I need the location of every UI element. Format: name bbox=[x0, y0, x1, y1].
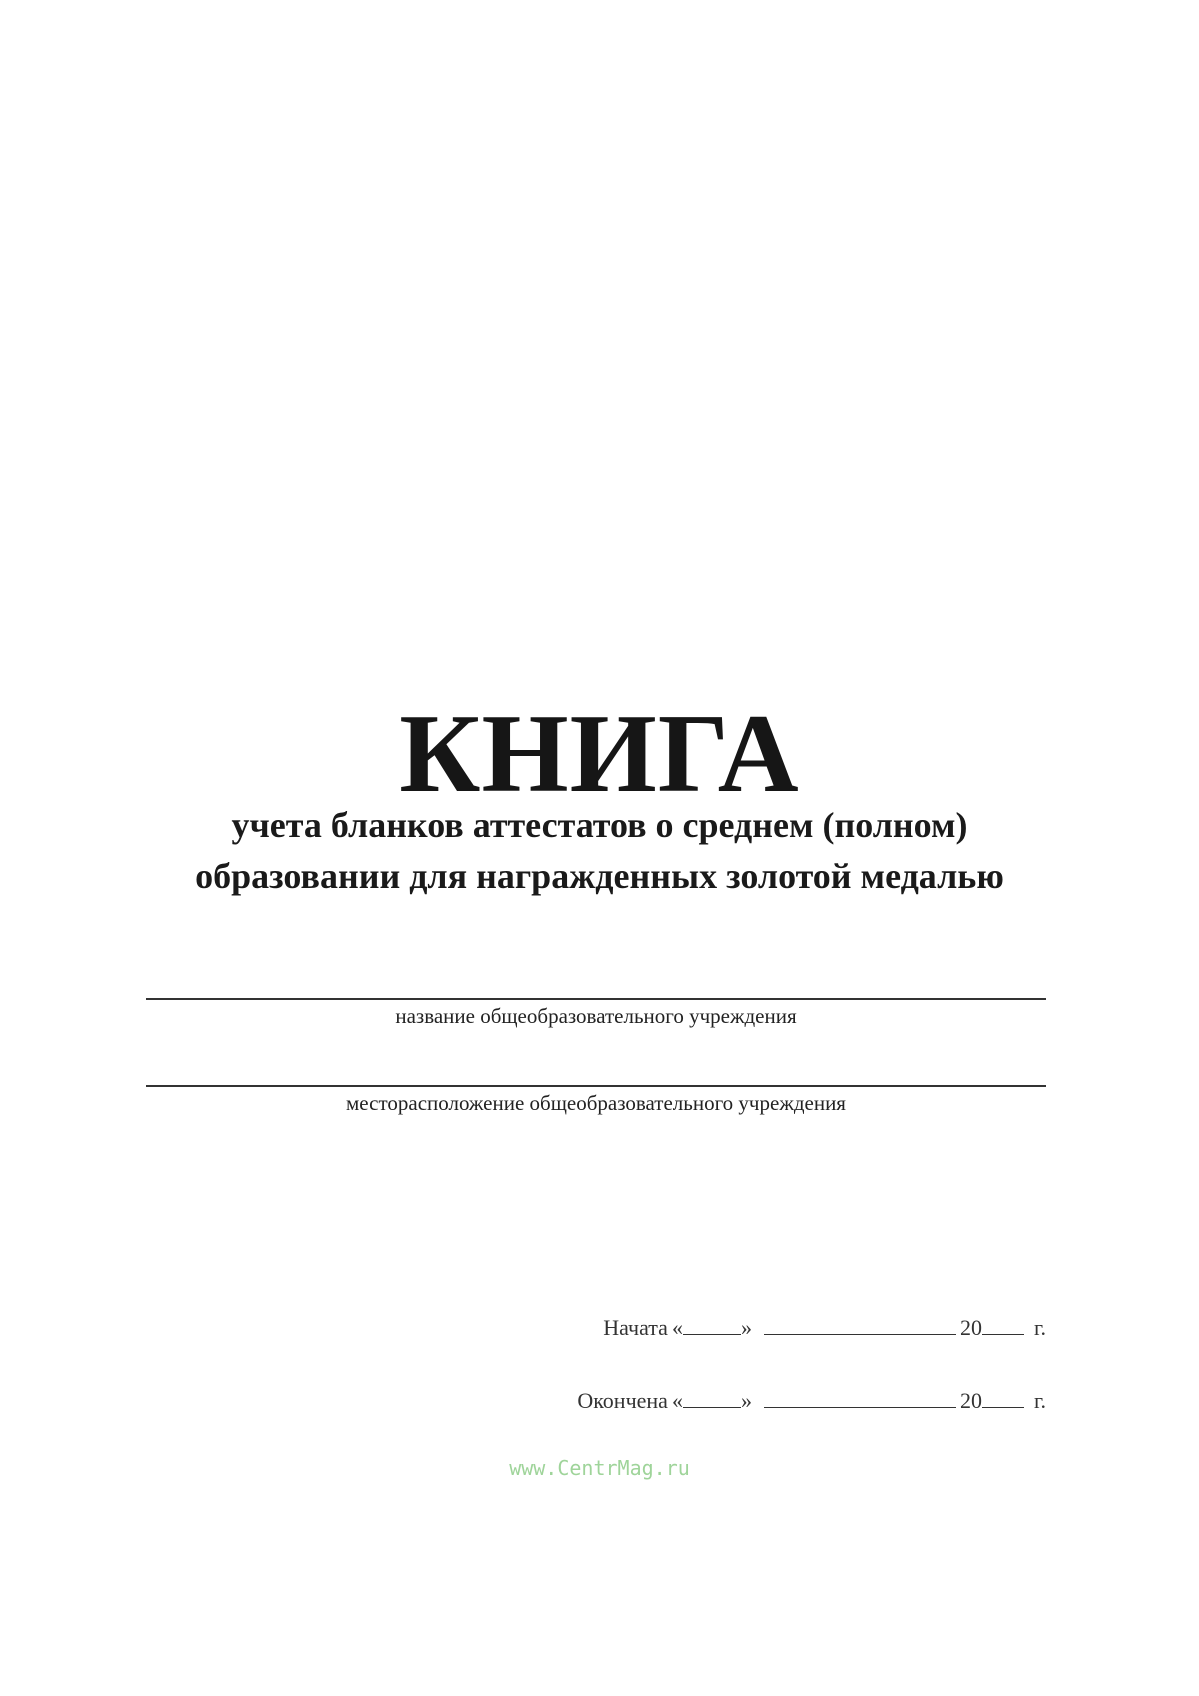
institution-location-caption: месторасположение общеобразовательного учреждения bbox=[346, 1091, 846, 1115]
start-day-blank bbox=[683, 1316, 741, 1335]
finish-close-quote: » bbox=[740, 1388, 752, 1413]
finish-date-label: Окончена bbox=[577, 1388, 668, 1413]
institution-location-line bbox=[146, 1085, 1046, 1087]
institution-name-line bbox=[146, 998, 1046, 1000]
finish-day-blank bbox=[683, 1389, 741, 1408]
start-date-label: Начата bbox=[603, 1315, 668, 1340]
document-subtitle-line-1: учета бланков аттестатов о среднем (полном) bbox=[231, 805, 968, 845]
start-century: 20 bbox=[959, 1315, 982, 1340]
document-subtitle-line-2: образовании для награжденных золотой медалью bbox=[195, 856, 1004, 896]
finish-month-blank bbox=[764, 1389, 956, 1408]
watermark-text: www.CentrMag.ru bbox=[509, 1456, 690, 1480]
start-year-blank bbox=[982, 1316, 1024, 1335]
start-close-quote: » bbox=[740, 1315, 752, 1340]
start-year-suffix: г. bbox=[1033, 1315, 1046, 1340]
start-open-quote: « bbox=[671, 1315, 683, 1340]
finish-open-quote: « bbox=[671, 1388, 683, 1413]
finish-century: 20 bbox=[959, 1388, 982, 1413]
finish-date-row bbox=[577, 1389, 1046, 1412]
finish-year-suffix: г. bbox=[1033, 1388, 1046, 1413]
institution-name-caption: название общеобразовательного учреждения bbox=[395, 1004, 797, 1028]
start-date-row bbox=[603, 1316, 1046, 1339]
finish-year-blank bbox=[982, 1389, 1024, 1408]
document-title: КНИГА bbox=[399, 692, 800, 816]
start-month-blank bbox=[764, 1316, 956, 1335]
